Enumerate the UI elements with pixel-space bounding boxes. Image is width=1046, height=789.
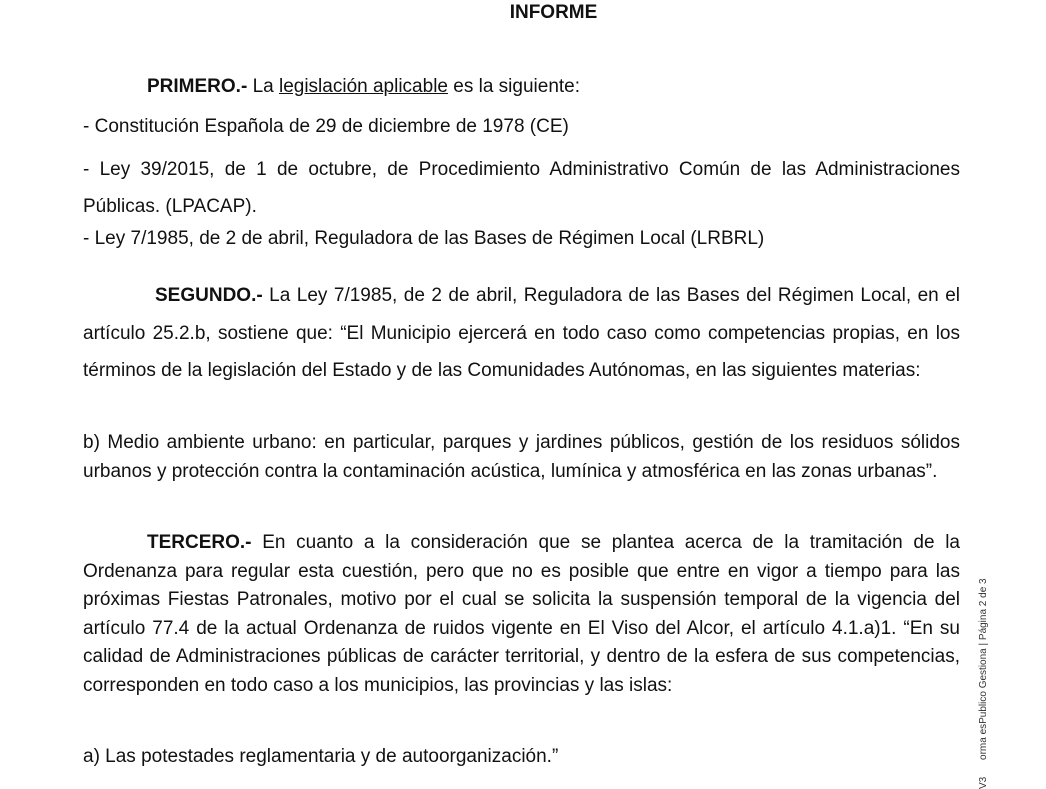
primero-underlined: legislación aplicable: [278, 76, 448, 97]
side-margin-footer: [978, 578, 989, 789]
primero-label: PRIMERO.-: [147, 76, 248, 97]
list-item-lpacap: - Ley 39/2015, de 1 de octubre, de Procedimiento Administrativo Común de las Administraciones Públicas. (LPACAP).: [83, 159, 960, 217]
tercero-item-a: a) Las potestades reglamentaria y de autoorganización.”: [83, 746, 559, 767]
list-item-lrbrl: - Ley 7/1985, de 2 de abril, Reguladora de las Bases de Régimen Local (LRBRL): [83, 228, 765, 249]
document-code: V3: [978, 776, 989, 789]
document-title: INFORME: [509, 2, 598, 23]
page-footer-text: orma esPublico Gestiona | Página 2 de 3: [978, 578, 989, 760]
segundo-label: SEGUNDO.-: [155, 285, 263, 306]
primero-paragraph: [147, 76, 580, 98]
tercero-text: En cuanto a la consideración que se plantea acerca de la tramitación de la Ordenanza para regular esta cuestión, pero que no es posible que entre en vigor a tiempo para las próximas Fiestas Patronales, motivo por el cual se solicita la suspensión temporal de la vigencia del artículo 77.4 de la actual Ordenanza de ruidos vigente en El Viso del Alcor, el artículo 4.1.a)1. “En su calidad de Administraciones públicas de carácter territorial, y dentro de la esfera de sus competencias, corresponden en todo caso a los municipios, las provincias y las islas:: [83, 532, 960, 696]
list-item-ce: - Constitución Española de 29 de diciembre de 1978 (CE): [83, 116, 569, 137]
segundo-item-b: b) Medio ambiente urbano: en particular, parques y jardines públicos, gestión de los residuos sólidos urbanos y protección contra la contaminación acústica, lumínica y atmosférica en las zonas urbanas”.: [83, 432, 960, 482]
tercero-label: TERCERO.-: [147, 532, 252, 553]
segundo-paragraph: [83, 277, 960, 390]
primero-pre: La: [252, 76, 274, 97]
tercero-paragraph: [83, 529, 960, 701]
primero-post: es la siguiente:: [453, 76, 581, 97]
segundo-text: La Ley 7/1985, de 2 de abril, Reguladora de las Bases del Régimen Local, en el artículo 25.2.b, sostiene que: “El Municipio ejercerá en todo caso como competencias propias, en los términos de la legislación del Estado y de las Comunidades Autónomas, en las siguientes materias:: [83, 285, 960, 382]
